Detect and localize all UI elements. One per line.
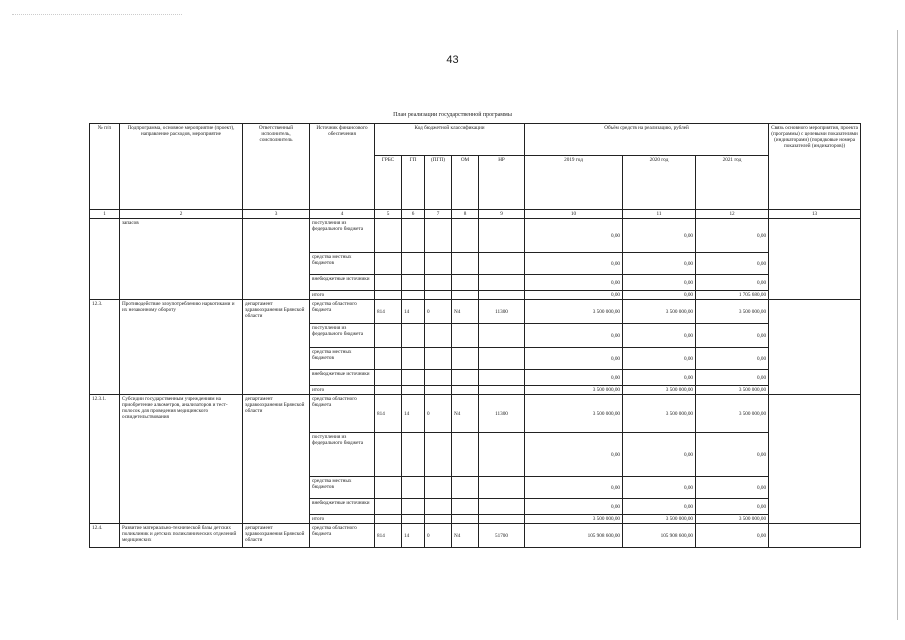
pgp-cell: 0 bbox=[425, 395, 452, 433]
header-pgp: (ПГП) bbox=[425, 156, 452, 210]
value-2020: 0,00 bbox=[623, 291, 696, 300]
value-2021: 0,00 bbox=[696, 524, 769, 548]
value-2020: 3 500 000,00 bbox=[623, 300, 696, 324]
source-cell: внебюджетные источники bbox=[310, 499, 375, 515]
col-index: 3 bbox=[243, 210, 310, 219]
value-2020: 0,00 bbox=[623, 499, 696, 515]
value-2020: 3 500 000,00 bbox=[623, 515, 696, 524]
np-cell: 51700 bbox=[479, 524, 525, 548]
value-2019: 0,00 bbox=[525, 291, 623, 300]
pgp-cell: 0 bbox=[425, 524, 452, 548]
value-2019: 3 500 000,00 bbox=[525, 300, 623, 324]
value-2019: 0,00 bbox=[525, 324, 623, 348]
header-volume: Объём средств на реализацию, рублей bbox=[525, 124, 769, 156]
col-index: 2 bbox=[120, 210, 243, 219]
item-name: запасов bbox=[120, 219, 243, 300]
source-cell: внебюджетные источники bbox=[310, 275, 375, 291]
value-2021: 0,00 bbox=[696, 433, 769, 477]
header-gp: ГП bbox=[402, 156, 425, 210]
value-2021: 0,00 bbox=[696, 370, 769, 386]
page-title: План реализации государственной программы bbox=[393, 112, 512, 118]
item-name: Развитие материально-технической базы детских поликлиник и детских поликлинических отделений медицинских bbox=[120, 524, 243, 548]
value-2021: 0,00 bbox=[696, 477, 769, 499]
value-2019: 105 908 600,00 bbox=[525, 524, 623, 548]
om-cell: N4 bbox=[452, 524, 479, 548]
value-2020: 0,00 bbox=[623, 477, 696, 499]
page-number: 43 bbox=[446, 54, 459, 66]
om-cell: N4 bbox=[452, 300, 479, 324]
header-kbk: Код бюджетной классификации bbox=[375, 124, 525, 156]
source-cell: итого bbox=[310, 291, 375, 300]
col-index: 11 bbox=[623, 210, 696, 219]
value-2021: 0,00 bbox=[696, 499, 769, 515]
value-2020: 0,00 bbox=[623, 348, 696, 370]
item-responsible: департамент здравоохранения Брянской области bbox=[243, 300, 310, 395]
header-grbs: ГРБС bbox=[375, 156, 402, 210]
source-cell: средства местных бюджетов bbox=[310, 477, 375, 499]
header-om: ОМ bbox=[452, 156, 479, 210]
header-num: № п/п bbox=[90, 124, 120, 210]
source-cell: средства областного бюджета bbox=[310, 395, 375, 433]
source-cell: поступления из федерального бюджета bbox=[310, 219, 375, 253]
table-row bbox=[90, 395, 861, 433]
source-cell: поступления из федерального бюджета bbox=[310, 324, 375, 348]
value-2019: 0,00 bbox=[525, 348, 623, 370]
value-2020: 0,00 bbox=[623, 253, 696, 275]
header-2019: 2019 год bbox=[525, 156, 623, 210]
header-2021: 2021 год bbox=[696, 156, 769, 210]
value-2019: 0,00 bbox=[525, 219, 623, 253]
grbs-cell: 814 bbox=[375, 524, 402, 548]
header-link: Связь основного мероприятия, проекта (программы) с целевыми показателями (индикаторами) (порядковые номера показателей (индикаторов)) bbox=[769, 124, 861, 210]
item-number: 12.3. bbox=[90, 300, 120, 395]
column-index-row bbox=[90, 210, 861, 219]
value-2021: 0,00 bbox=[696, 275, 769, 291]
value-2021: 3 500 000,00 bbox=[696, 300, 769, 324]
np-cell: 11300 bbox=[479, 300, 525, 324]
value-2020: 105 908 600,00 bbox=[623, 524, 696, 548]
source-cell: средства областного бюджета bbox=[310, 300, 375, 324]
value-2019: 0,00 bbox=[525, 477, 623, 499]
header-row bbox=[90, 124, 861, 156]
item-responsible: департамент здравоохранения Брянской области bbox=[243, 524, 310, 548]
header-name: Подпрограмма, основное мероприятие (проект), направление расходов, мероприятие bbox=[120, 124, 243, 210]
source-cell: поступления из федерального бюджета bbox=[310, 433, 375, 477]
gp-cell: 14 bbox=[402, 300, 425, 324]
source-cell: средства местных бюджетов bbox=[310, 348, 375, 370]
value-2019: 3 500 000,00 bbox=[525, 515, 623, 524]
value-2020: 0,00 bbox=[623, 433, 696, 477]
col-index: 7 bbox=[425, 210, 452, 219]
value-2020: 3 500 000,00 bbox=[623, 386, 696, 395]
value-2021: 1 705 680,00 bbox=[696, 291, 769, 300]
value-2021: 0,00 bbox=[696, 253, 769, 275]
item-name: Противодействие злоупотреблению наркотиками и их незаконному обороту bbox=[120, 300, 243, 395]
value-2020: 3 500 000,00 bbox=[623, 395, 696, 433]
col-index: 5 bbox=[375, 210, 402, 219]
col-index: 13 bbox=[769, 210, 861, 219]
source-cell: внебюджетные источники bbox=[310, 370, 375, 386]
gp-cell: 14 bbox=[402, 524, 425, 548]
value-2021: 3 500 000,00 bbox=[696, 395, 769, 433]
col-index: 9 bbox=[479, 210, 525, 219]
page-edge bbox=[897, 30, 898, 620]
grbs-cell: 814 bbox=[375, 300, 402, 324]
value-2021: 0,00 bbox=[696, 348, 769, 370]
source-cell: итого bbox=[310, 515, 375, 524]
value-2021: 3 500 000,00 bbox=[696, 515, 769, 524]
col-index: 6 bbox=[402, 210, 425, 219]
item-number: 12.4. bbox=[90, 524, 120, 548]
col-index: 4 bbox=[310, 210, 375, 219]
value-2019: 0,00 bbox=[525, 370, 623, 386]
table-row bbox=[90, 524, 861, 548]
item-number: 12.3.1. bbox=[90, 395, 120, 524]
table-row bbox=[90, 219, 861, 253]
value-2021: 0,00 bbox=[696, 324, 769, 348]
pgp-cell: 0 bbox=[425, 300, 452, 324]
value-2019: 3 500 000,00 bbox=[525, 395, 623, 433]
np-cell: 11300 bbox=[479, 395, 525, 433]
source-cell: итого bbox=[310, 386, 375, 395]
header-np: НР bbox=[479, 156, 525, 210]
value-2019: 0,00 bbox=[525, 433, 623, 477]
om-cell: N4 bbox=[452, 395, 479, 433]
table-row bbox=[90, 300, 861, 324]
plan-table bbox=[89, 123, 861, 548]
header-2020: 2020 год bbox=[623, 156, 696, 210]
scan-artifact bbox=[12, 14, 182, 19]
value-2019: 0,00 bbox=[525, 275, 623, 291]
col-index: 12 bbox=[696, 210, 769, 219]
item-responsible: департамент здравоохранения Брянской области bbox=[243, 395, 310, 524]
col-index: 10 bbox=[525, 210, 623, 219]
col-index: 1 bbox=[90, 210, 120, 219]
col-index: 8 bbox=[452, 210, 479, 219]
value-2020: 0,00 bbox=[623, 324, 696, 348]
gp-cell: 14 bbox=[402, 395, 425, 433]
value-2020: 0,00 bbox=[623, 370, 696, 386]
source-cell: средства областного бюджета bbox=[310, 524, 375, 548]
grbs-cell: 814 bbox=[375, 395, 402, 433]
item-name: Субсидии государственным учреждениям на приобретение алкометров, анализаторов и тест-полосок для проведения медицинского освидетельствования bbox=[120, 395, 243, 524]
header-resp: Ответственный исполнитель, соисполнитель bbox=[243, 124, 310, 210]
source-cell: средства местных бюджетов bbox=[310, 253, 375, 275]
value-2021: 3 500 000,00 bbox=[696, 386, 769, 395]
value-2019: 3 500 000,00 bbox=[525, 386, 623, 395]
header-source: Источник финансового обеспечения bbox=[310, 124, 375, 210]
value-2020: 0,00 bbox=[623, 219, 696, 253]
value-2020: 0,00 bbox=[623, 275, 696, 291]
value-2019: 0,00 bbox=[525, 253, 623, 275]
value-2019: 0,00 bbox=[525, 499, 623, 515]
value-2021: 0,00 bbox=[696, 219, 769, 253]
